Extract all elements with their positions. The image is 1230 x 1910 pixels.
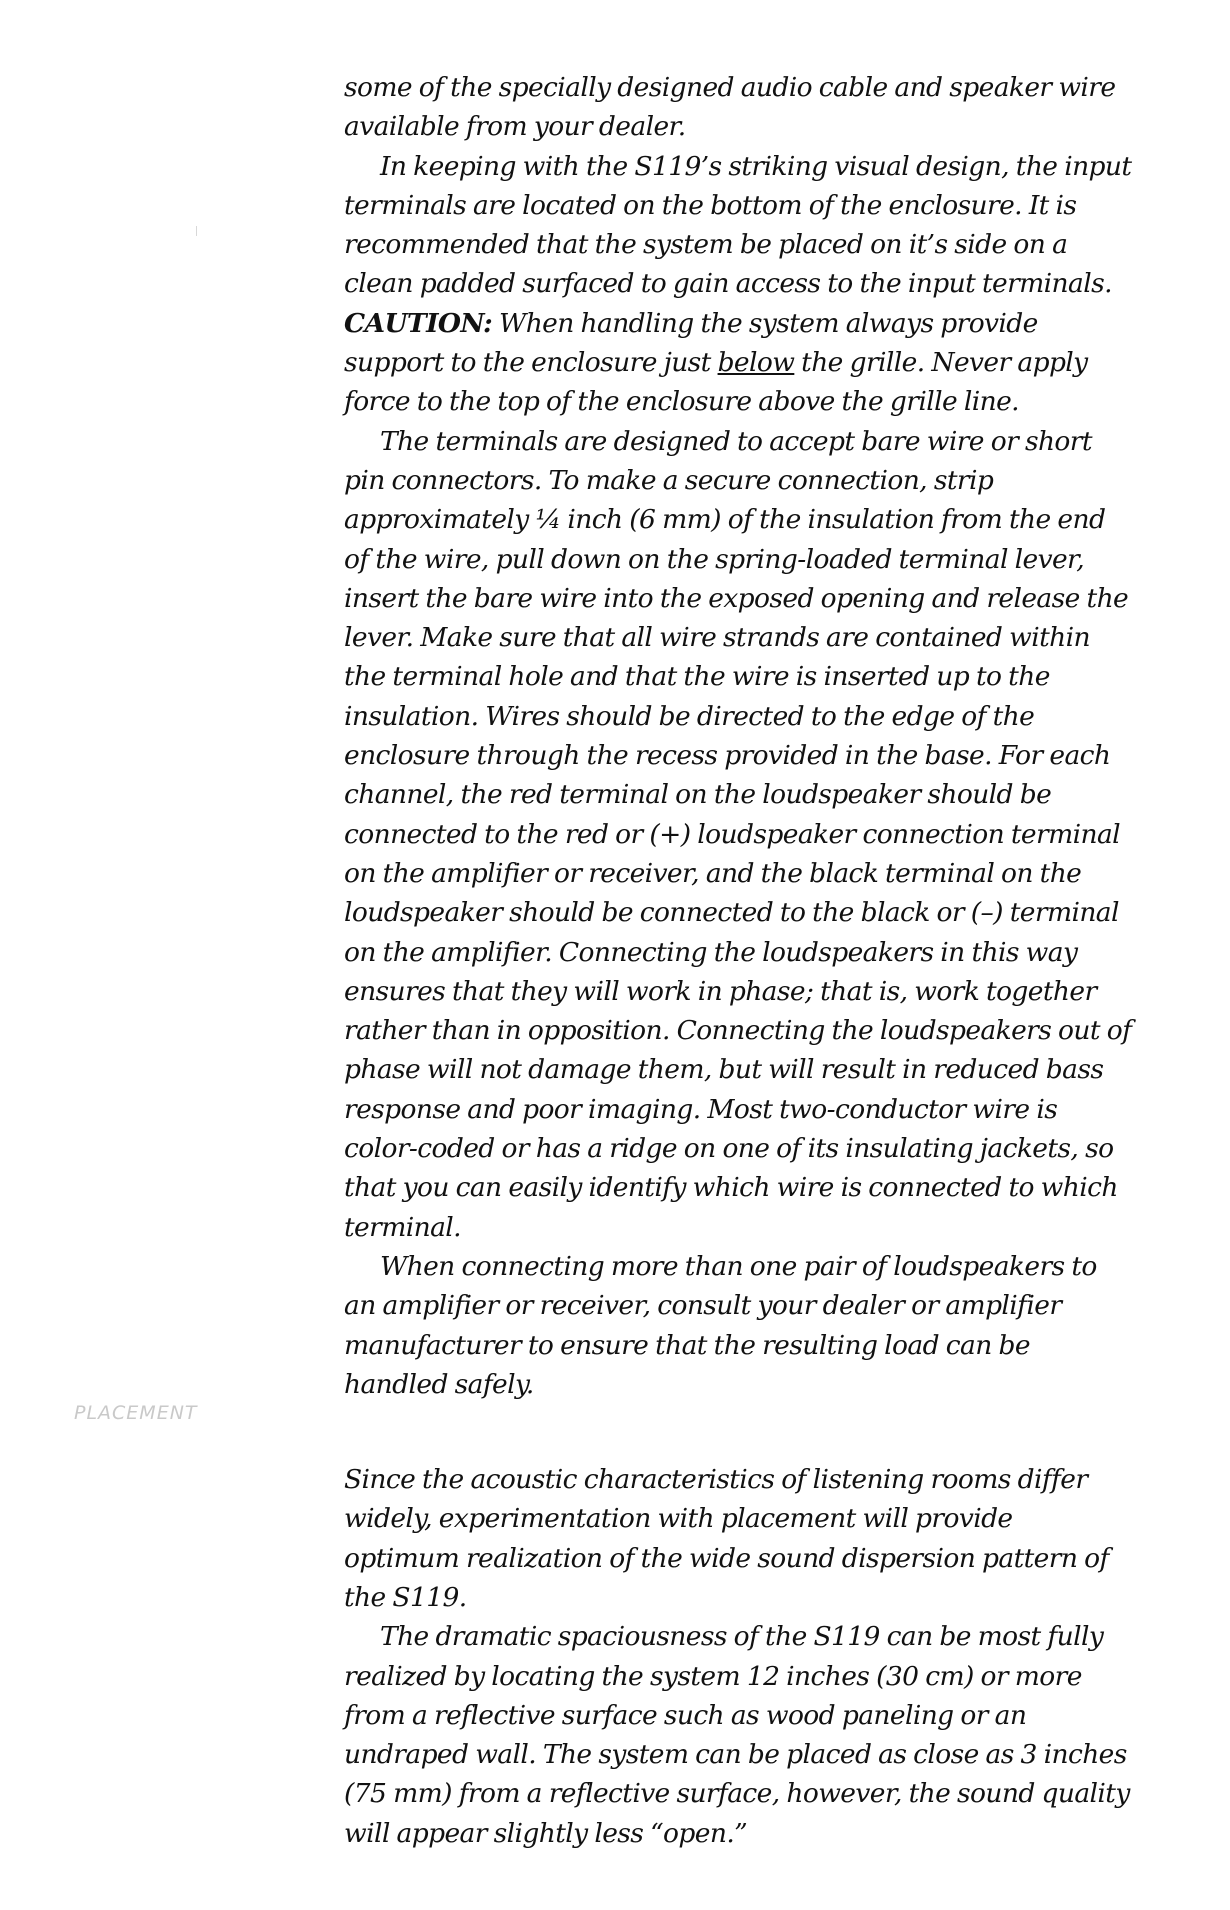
paragraph-placement-intro: Since the acoustic characteristics of listening rooms differ widely, experimentation with placement will provide optimum realization of the wide sound dispersion pattern of the S119.	[344, 1464, 1109, 1613]
section-heading-placement: PLACEMENT	[74, 1402, 198, 1424]
section-gap	[344, 1404, 1134, 1460]
caution-text-part-1: When handling the system always provide support to the enclosure just	[344, 307, 1038, 379]
body-text-column	[344, 68, 1134, 1853]
margin-mark	[196, 226, 197, 236]
caution-label: CAUTION:	[344, 307, 493, 339]
paragraph-multiple-pairs: When connecting more than one pair of loudspeakers to an amplifier or receiver, consult your dealer or amplifier manufacturer to ensure that the resulting load can be handled safely.	[344, 1250, 1097, 1400]
paragraph-cable-continuation: some of the specially designed audio cable and speaker wire available from your dealer.	[344, 72, 1116, 143]
paragraph-terminal-wiring: The terminals are designed to accept bare wire or short pin connectors. To make a secure connection, strip approximately ¼ inch (6 mm) of the insulation from the end of the wire, pull down on the spring-loaded terminal lever, insert the bare wire into the exposed opening and release the lever. Make sure that all wire strands are contained within the terminal hole and that the wire is inserted up to the insulation. Wires should be directed to the edge of the enclosure through the recess provided in the base. For each channel, the red terminal on the loudspeaker should be connected to the red or (+) loudspeaker connection terminal on the amplifier or receiver, and the black terminal on the loudspeaker should be connected to the black or (–) terminal on the amplifier. Connecting the loudspeakers in this way ensures that they will work in phase; that is, work together rather than in opposition. Connecting the loudspeakers out of phase will not damage them, but will result in reduced bass response and poor imaging. Most two-conductor wire is color-coded or has a ridge on one of its insulating jackets, so that you can easily identify which wire is connected to which terminal.	[344, 425, 1132, 1243]
paragraph-input-terminals: In keeping with the S119’s striking visual design, the input terminals are located on the bottom of the enclosure. It is recommended that the system be placed on it’s side on a clean padded surfaced to gain access to the input terminals.	[344, 150, 1132, 300]
caution-text-part-2: the grille. Never apply force to the top of the enclosure above the grille line.	[344, 347, 1088, 418]
paragraph-caution	[344, 304, 1134, 422]
caution-underlined-word: below	[717, 347, 795, 379]
paragraph-placement-distance: The dramatic spaciousness of the S119 can be most fully realized by locating the system 12 inches (30 cm) or more from a reflective surface such as wood paneling or an undraped wall. The system can be placed as close as 3 inches (75 mm) from a reflective surface, however, the sound quality will appear slightly less “open.”	[344, 1621, 1130, 1849]
